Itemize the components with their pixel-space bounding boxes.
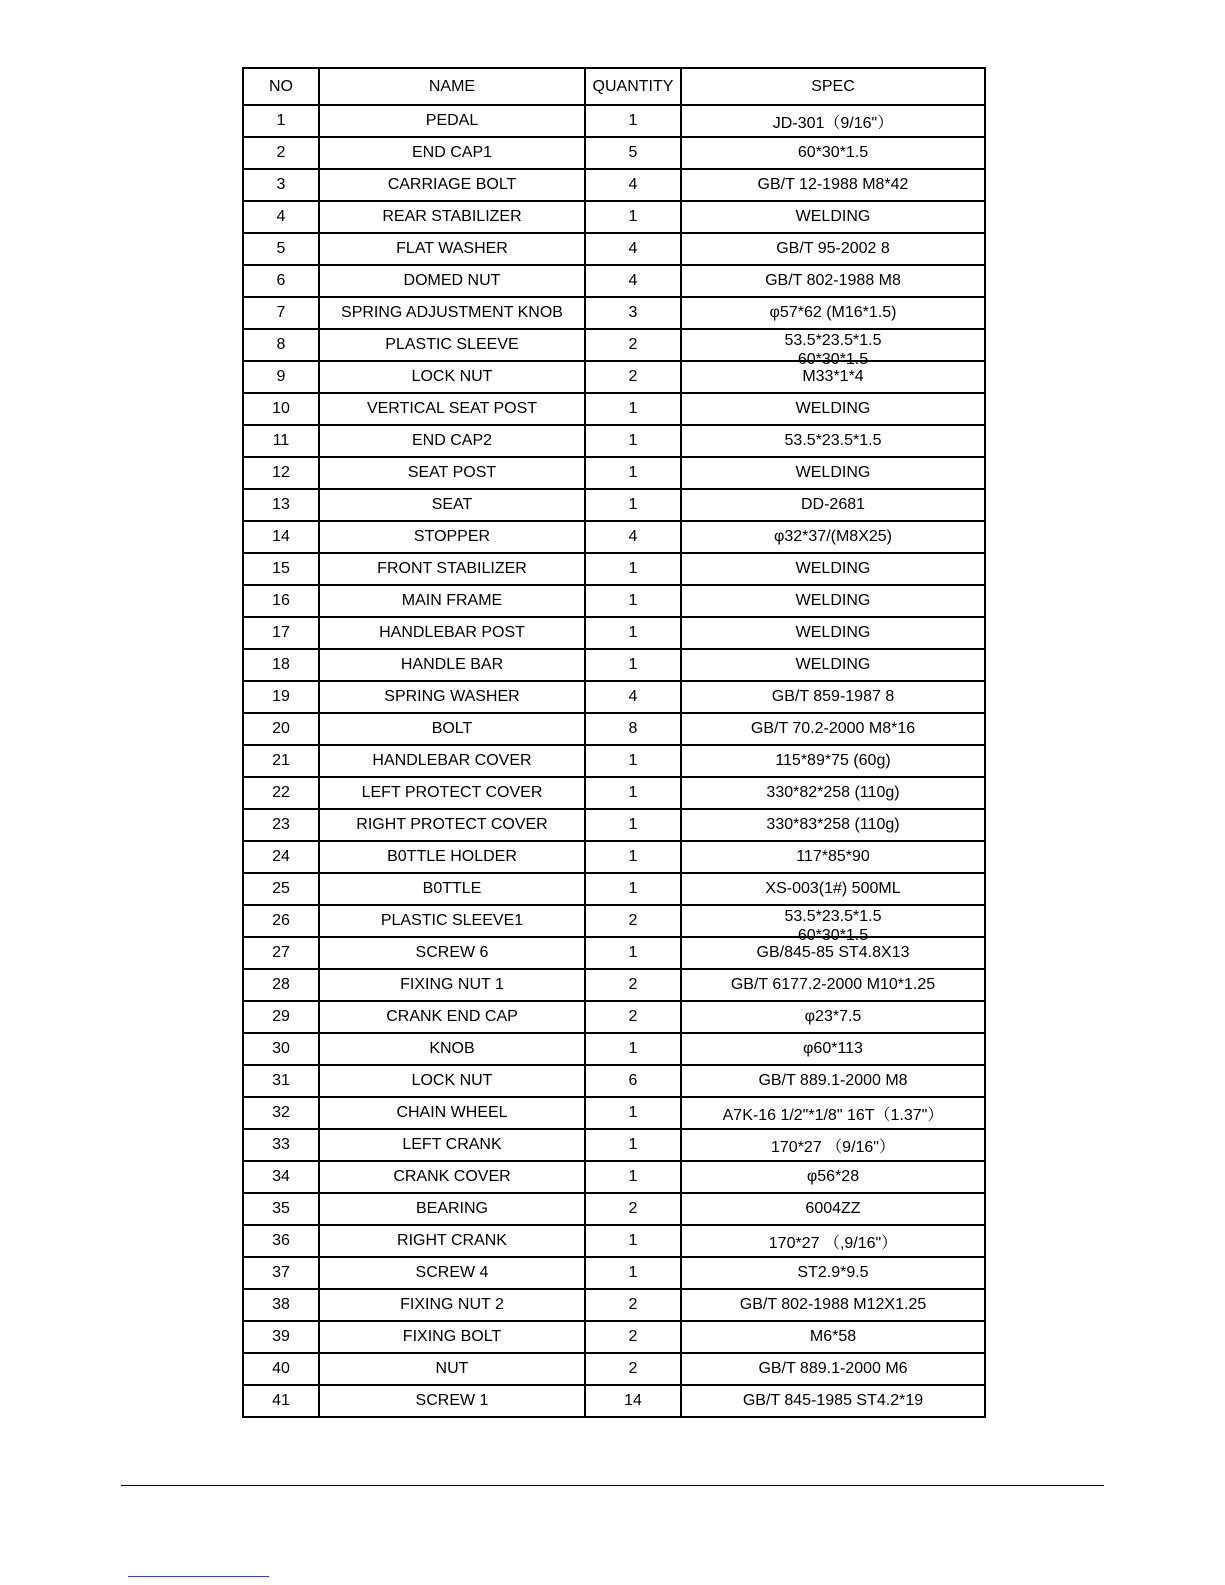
- cell-no: 3: [243, 169, 319, 201]
- cell-name: RIGHT CRANK: [319, 1225, 585, 1257]
- cell-quantity: 1: [585, 489, 681, 521]
- cell-no: 21: [243, 745, 319, 777]
- cell-spec: WELDING: [681, 617, 985, 649]
- cell-quantity: 1: [585, 649, 681, 681]
- cell-quantity: 3: [585, 297, 681, 329]
- cell-name: SEAT POST: [319, 457, 585, 489]
- cell-name: END CAP1: [319, 137, 585, 169]
- cell-name: SPRING ADJUSTMENT KNOB: [319, 297, 585, 329]
- cell-name: FIXING BOLT: [319, 1321, 585, 1353]
- cell-no: 20: [243, 713, 319, 745]
- cell-spec: φ56*28: [681, 1161, 985, 1193]
- cell-no: 24: [243, 841, 319, 873]
- spec-line-2: 60*30*1.5: [797, 927, 869, 944]
- table-row: [243, 681, 985, 713]
- cell-no: 9: [243, 361, 319, 393]
- cell-quantity: 1: [585, 425, 681, 457]
- table-row: [243, 969, 985, 1001]
- table-row: [243, 905, 985, 937]
- table-row: [243, 1321, 985, 1353]
- cell-spec: ST2.9*9.5: [681, 1257, 985, 1289]
- cell-quantity: 2: [585, 361, 681, 393]
- cell-no: 4: [243, 201, 319, 233]
- cell-name: HANDLEBAR COVER: [319, 745, 585, 777]
- cell-quantity: 4: [585, 169, 681, 201]
- cell-quantity: 1: [585, 777, 681, 809]
- cell-spec: WELDING: [681, 201, 985, 233]
- cell-no: 6: [243, 265, 319, 297]
- cell-no: 28: [243, 969, 319, 1001]
- cell-name: PLASTIC SLEEVE: [319, 329, 585, 361]
- cell-name: LOCK NUT: [319, 1065, 585, 1097]
- table-row: [243, 1289, 985, 1321]
- cell-name: CARRIAGE BOLT: [319, 169, 585, 201]
- table-row: [243, 1193, 985, 1225]
- cell-spec: 330*82*258 (110g): [681, 777, 985, 809]
- cell-no: 40: [243, 1353, 319, 1385]
- cell-name: PEDAL: [319, 105, 585, 137]
- table-row: [243, 361, 985, 393]
- cell-name: HANDLEBAR POST: [319, 617, 585, 649]
- cell-no: 16: [243, 585, 319, 617]
- cell-spec: GB/T 12-1988 M8*42: [681, 169, 985, 201]
- table-row: [243, 553, 985, 585]
- cell-spec: 60*30*1.5: [681, 137, 985, 169]
- cell-quantity: 4: [585, 233, 681, 265]
- spec-line-1: 53.5*23.5*1.5: [784, 908, 882, 925]
- cell-name: B0TTLE HOLDER: [319, 841, 585, 873]
- table-row: [243, 1385, 985, 1417]
- cell-no: 27: [243, 937, 319, 969]
- cell-quantity: 2: [585, 969, 681, 1001]
- spec-two-line: [684, 331, 982, 368]
- cell-name: BEARING: [319, 1193, 585, 1225]
- cell-quantity: 1: [585, 1225, 681, 1257]
- table-row: [243, 425, 985, 457]
- cell-no: 19: [243, 681, 319, 713]
- cell-no: 10: [243, 393, 319, 425]
- cell-quantity: 1: [585, 1257, 681, 1289]
- cell-spec: M6*58: [681, 1321, 985, 1353]
- table-row: [243, 937, 985, 969]
- cell-name: STOPPER: [319, 521, 585, 553]
- cell-name: LOCK NUT: [319, 361, 585, 393]
- cell-no: 2: [243, 137, 319, 169]
- cell-quantity: 14: [585, 1385, 681, 1417]
- cell-name: CHAIN WHEEL: [319, 1097, 585, 1129]
- cell-spec: φ60*113: [681, 1033, 985, 1065]
- cell-name: VERTICAL SEAT POST: [319, 393, 585, 425]
- cell-spec: GB/T 95-2002 8: [681, 233, 985, 265]
- cell-name: SCREW 4: [319, 1257, 585, 1289]
- table-row: [243, 233, 985, 265]
- table-header-row: [243, 68, 985, 105]
- cell-spec: A7K-16 1/2"*1/8" 16T（1.37"）: [681, 1097, 985, 1129]
- cell-quantity: 1: [585, 873, 681, 905]
- cell-quantity: 2: [585, 1353, 681, 1385]
- cell-no: 8: [243, 329, 319, 361]
- cell-no: 39: [243, 1321, 319, 1353]
- cell-quantity: 2: [585, 1289, 681, 1321]
- table-row: [243, 1161, 985, 1193]
- cell-spec: [681, 329, 985, 368]
- cell-name: PLASTIC SLEEVE1: [319, 905, 585, 937]
- table-row: [243, 777, 985, 809]
- cell-no: 12: [243, 457, 319, 489]
- table-row: [243, 297, 985, 329]
- bottom-link-underline: [128, 1576, 269, 1577]
- cell-spec: GB/T 70.2-2000 M8*16: [681, 713, 985, 745]
- spec-line-2: 60*30*1.5: [797, 351, 869, 368]
- cell-quantity: 2: [585, 1321, 681, 1353]
- table-row: [243, 489, 985, 521]
- cell-spec: 117*85*90: [681, 841, 985, 873]
- cell-name: NUT: [319, 1353, 585, 1385]
- cell-spec: M33*1*4: [681, 361, 985, 393]
- cell-name: RIGHT PROTECT COVER: [319, 809, 585, 841]
- cell-quantity: 1: [585, 1161, 681, 1193]
- cell-no: 36: [243, 1225, 319, 1257]
- header-quantity: QUANTITY: [585, 68, 681, 105]
- cell-quantity: 2: [585, 1193, 681, 1225]
- cell-spec: φ32*37/(M8X25): [681, 521, 985, 553]
- cell-no: 31: [243, 1065, 319, 1097]
- cell-spec: GB/T 802-1988 M12X1.25: [681, 1289, 985, 1321]
- spec-line-1: 53.5*23.5*1.5: [784, 332, 882, 349]
- cell-no: 41: [243, 1385, 319, 1417]
- table-row: [243, 1065, 985, 1097]
- table-row: [243, 1225, 985, 1257]
- table-row: [243, 393, 985, 425]
- header-no: NO: [243, 68, 319, 105]
- cell-spec: WELDING: [681, 585, 985, 617]
- cell-spec: [681, 905, 985, 944]
- cell-no: 18: [243, 649, 319, 681]
- cell-quantity: 2: [585, 1001, 681, 1033]
- cell-name: END CAP2: [319, 425, 585, 457]
- cell-quantity: 1: [585, 1129, 681, 1161]
- table-row: [243, 457, 985, 489]
- cell-spec: φ57*62 (M16*1.5): [681, 297, 985, 329]
- cell-quantity: 1: [585, 809, 681, 841]
- cell-spec: WELDING: [681, 457, 985, 489]
- header-name: NAME: [319, 68, 585, 105]
- cell-no: 7: [243, 297, 319, 329]
- cell-name: FLAT WASHER: [319, 233, 585, 265]
- cell-no: 17: [243, 617, 319, 649]
- cell-quantity: 1: [585, 841, 681, 873]
- cell-name: FRONT STABILIZER: [319, 553, 585, 585]
- spec-two-line: [684, 907, 982, 944]
- cell-name: FIXING NUT 1: [319, 969, 585, 1001]
- cell-name: LEFT PROTECT COVER: [319, 777, 585, 809]
- cell-quantity: 1: [585, 617, 681, 649]
- cell-no: 15: [243, 553, 319, 585]
- cell-no: 29: [243, 1001, 319, 1033]
- cell-no: 22: [243, 777, 319, 809]
- table-row: [243, 809, 985, 841]
- cell-quantity: 1: [585, 457, 681, 489]
- cell-no: 26: [243, 905, 319, 937]
- cell-no: 13: [243, 489, 319, 521]
- cell-spec: GB/845-85 ST4.8X13: [681, 937, 985, 969]
- cell-name: FIXING NUT 2: [319, 1289, 585, 1321]
- cell-no: 5: [243, 233, 319, 265]
- cell-no: 35: [243, 1193, 319, 1225]
- table-row: [243, 649, 985, 681]
- cell-no: 11: [243, 425, 319, 457]
- table-row: [243, 1001, 985, 1033]
- cell-name: CRANK END CAP: [319, 1001, 585, 1033]
- cell-spec: 330*83*258 (110g): [681, 809, 985, 841]
- header-spec: SPEC: [681, 68, 985, 105]
- cell-name: SCREW 6: [319, 937, 585, 969]
- cell-name: MAIN FRAME: [319, 585, 585, 617]
- cell-no: 32: [243, 1097, 319, 1129]
- table-row: [243, 105, 985, 137]
- cell-quantity: 1: [585, 201, 681, 233]
- table-row: [243, 617, 985, 649]
- cell-name: KNOB: [319, 1033, 585, 1065]
- cell-name: HANDLE BAR: [319, 649, 585, 681]
- cell-name: CRANK COVER: [319, 1161, 585, 1193]
- cell-spec: WELDING: [681, 649, 985, 681]
- table-row: [243, 1033, 985, 1065]
- table-row: [243, 169, 985, 201]
- cell-name: SCREW 1: [319, 1385, 585, 1417]
- cell-quantity: 1: [585, 585, 681, 617]
- cell-spec: WELDING: [681, 553, 985, 585]
- table-row: [243, 201, 985, 233]
- table-row: [243, 137, 985, 169]
- table-row: [243, 521, 985, 553]
- cell-no: 25: [243, 873, 319, 905]
- cell-name: SPRING WASHER: [319, 681, 585, 713]
- cell-quantity: 4: [585, 521, 681, 553]
- cell-no: 30: [243, 1033, 319, 1065]
- cell-no: 14: [243, 521, 319, 553]
- cell-no: 37: [243, 1257, 319, 1289]
- cell-quantity: 4: [585, 265, 681, 297]
- table-row: [243, 1097, 985, 1129]
- cell-quantity: 8: [585, 713, 681, 745]
- cell-spec: φ23*7.5: [681, 1001, 985, 1033]
- table-row: [243, 329, 985, 361]
- cell-spec: 6004ZZ: [681, 1193, 985, 1225]
- cell-quantity: 6: [585, 1065, 681, 1097]
- cell-quantity: 1: [585, 1033, 681, 1065]
- table-row: [243, 1257, 985, 1289]
- cell-quantity: 2: [585, 329, 681, 361]
- cell-spec: GB/T 889.1-2000 M6: [681, 1353, 985, 1385]
- table-row: [243, 265, 985, 297]
- table-row: [243, 873, 985, 905]
- cell-quantity: 1: [585, 393, 681, 425]
- cell-quantity: 2: [585, 905, 681, 937]
- cell-spec: DD-2681: [681, 489, 985, 521]
- cell-quantity: 5: [585, 137, 681, 169]
- cell-quantity: 4: [585, 681, 681, 713]
- cell-name: LEFT CRANK: [319, 1129, 585, 1161]
- table-body: [243, 105, 985, 1417]
- cell-quantity: 1: [585, 1097, 681, 1129]
- cell-no: 34: [243, 1161, 319, 1193]
- cell-spec: XS-003(1#) 500ML: [681, 873, 985, 905]
- table-row: [243, 1353, 985, 1385]
- table-row: [243, 745, 985, 777]
- table-row: [243, 585, 985, 617]
- cell-spec: GB/T 845-1985 ST4.2*19: [681, 1385, 985, 1417]
- table-row: [243, 1129, 985, 1161]
- cell-no: 1: [243, 105, 319, 137]
- table-row: [243, 713, 985, 745]
- cell-name: DOMED NUT: [319, 265, 585, 297]
- cell-no: 38: [243, 1289, 319, 1321]
- cell-spec: GB/T 859-1987 8: [681, 681, 985, 713]
- cell-spec: GB/T 6177.2-2000 M10*1.25: [681, 969, 985, 1001]
- table-row: [243, 841, 985, 873]
- cell-name: B0TTLE: [319, 873, 585, 905]
- cell-quantity: 1: [585, 553, 681, 585]
- cell-spec: 170*27 （,9/16"）: [681, 1225, 985, 1257]
- cell-no: 23: [243, 809, 319, 841]
- cell-quantity: 1: [585, 745, 681, 777]
- cell-quantity: 1: [585, 937, 681, 969]
- cell-spec: 53.5*23.5*1.5: [681, 425, 985, 457]
- cell-spec: WELDING: [681, 393, 985, 425]
- cell-name: SEAT: [319, 489, 585, 521]
- cell-no: 33: [243, 1129, 319, 1161]
- footer-divider: [121, 1485, 1104, 1486]
- cell-name: BOLT: [319, 713, 585, 745]
- parts-list-table: [242, 67, 986, 1418]
- cell-spec: JD-301（9/16"）: [681, 105, 985, 137]
- cell-quantity: 1: [585, 105, 681, 137]
- cell-spec: 170*27 （9/16"）: [681, 1129, 985, 1161]
- cell-spec: GB/T 889.1-2000 M8: [681, 1065, 985, 1097]
- cell-spec: 115*89*75 (60g): [681, 745, 985, 777]
- cell-spec: GB/T 802-1988 M8: [681, 265, 985, 297]
- cell-name: REAR STABILIZER: [319, 201, 585, 233]
